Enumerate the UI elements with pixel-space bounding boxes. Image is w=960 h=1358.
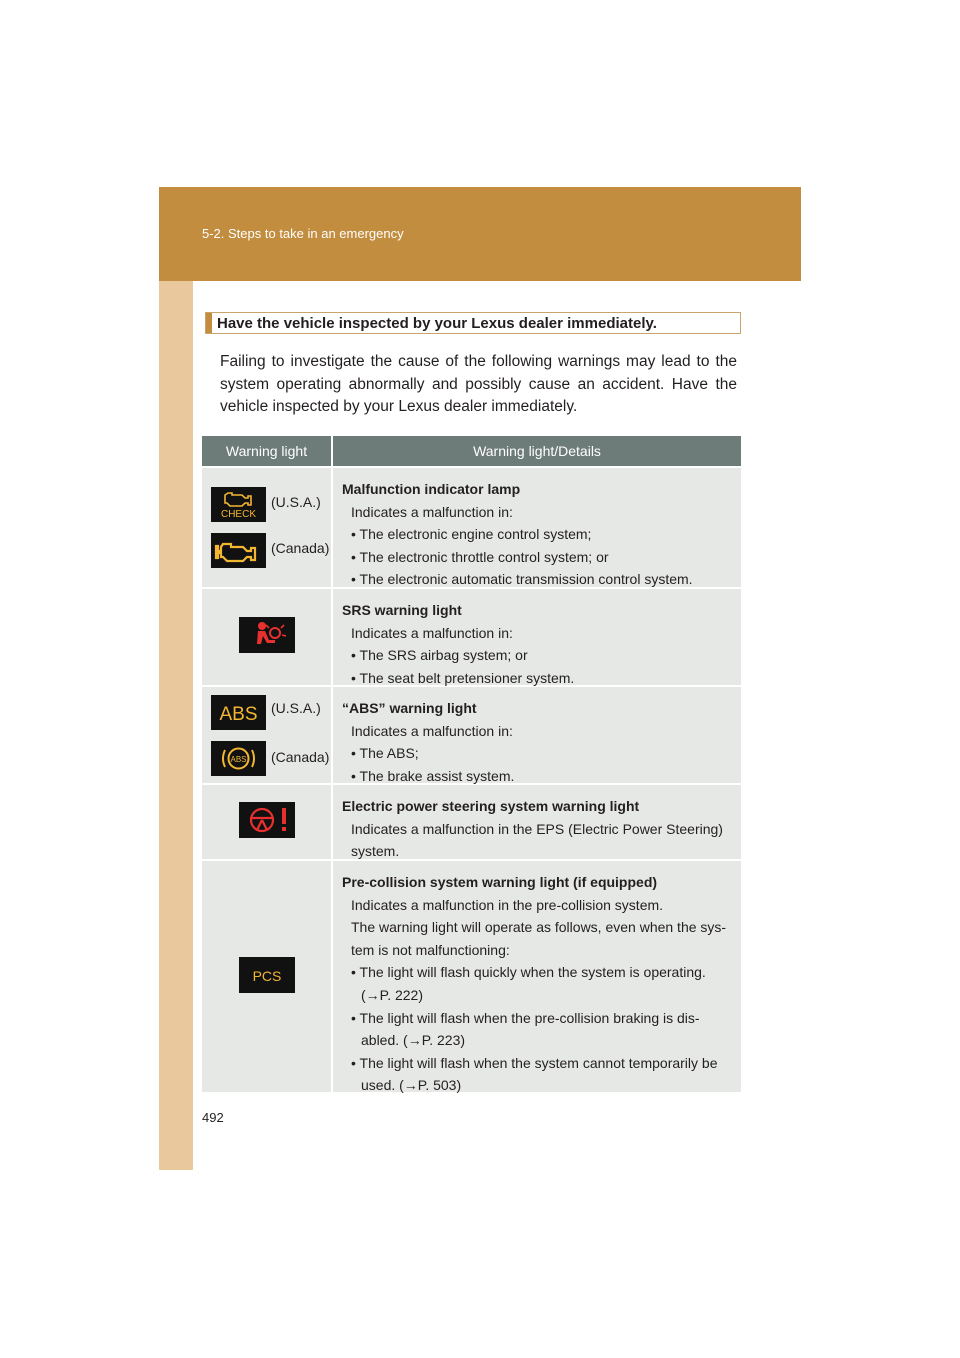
caption-canada: (Canada)	[271, 749, 330, 765]
detail-line: Indicates a malfunction in the pre-collision system.	[351, 896, 664, 913]
detail-intro: Indicates a malfunction in:	[351, 624, 513, 641]
detail-line: tem is not malfunctioning:	[351, 941, 510, 958]
detail-bullet: • The light will flash quickly when the system is operating.	[351, 964, 706, 981]
heading-text: Have the vehicle inspected by your Lexus dealer immediately.	[217, 315, 657, 332]
abs-small-text: ABS	[230, 755, 247, 764]
detail-title: “ABS” warning light	[342, 700, 477, 716]
detail-bullet: • The seat belt pretensioner system.	[351, 669, 575, 686]
detail-intro: Indicates a malfunction in:	[351, 722, 513, 739]
caption-canada: (Canada)	[271, 540, 330, 556]
detail-line: system.	[351, 843, 400, 860]
icon-cell	[202, 785, 331, 859]
detail-line: Indicates a malfunction in the EPS (Electric Power Steering)	[351, 820, 723, 837]
details-cell	[342, 468, 741, 591]
warning-table	[202, 436, 741, 1092]
heading-accent-bar	[206, 313, 212, 333]
srs-airbag-icon	[239, 617, 295, 653]
table-row	[202, 589, 741, 685]
pcs-icon-text: PCS	[252, 968, 282, 984]
detail-intro: Indicates a malfunction in:	[351, 503, 513, 520]
section-heading	[205, 312, 741, 334]
detail-bullet: • The light will flash when the pre-collision braking is dis-	[351, 1009, 700, 1026]
abs-text-icon	[211, 695, 266, 730]
detail-title: Pre-collision system warning light (if equipped)	[342, 874, 658, 890]
detail-bullet: • The ABS;	[351, 745, 419, 762]
detail-bullet: • The light will flash when the system cannot temporarily be	[351, 1054, 718, 1071]
detail-bullet: • The brake assist system.	[351, 767, 515, 784]
details-cell	[342, 687, 741, 787]
check-engine-icon	[211, 487, 266, 522]
detail-bullet-cont: used. (→P. 503)	[361, 1077, 462, 1094]
icon-cell	[202, 861, 331, 1092]
icon-cell	[202, 589, 331, 685]
column-separator	[331, 468, 333, 587]
detail-bullet: • The SRS airbag system; or	[351, 647, 528, 664]
abs-circle-icon	[211, 741, 266, 776]
icon-cell	[202, 687, 331, 783]
column-separator	[331, 589, 333, 685]
detail-bullet: • The electronic engine control system;	[351, 526, 592, 543]
detail-bullet: • The electronic throttle control system; or	[351, 548, 609, 565]
caption-usa: (U.S.A.)	[271, 494, 321, 510]
details-cell	[342, 589, 741, 689]
column-separator	[331, 861, 333, 1092]
page-number: 492	[202, 1110, 224, 1125]
abs-icon-text: ABS	[219, 704, 258, 725]
side-band	[159, 281, 193, 1170]
intro-paragraph: Failing to investigate the cause of the following warnings may lead to the system operating abnormally and possibly cause an accident. Have the vehicle inspected by your Lexus dealer immediately.	[220, 353, 737, 415]
section-label: 5-2. Steps to take in an emergency	[202, 226, 404, 241]
eps-steering-icon	[239, 802, 295, 838]
pcs-text-icon	[239, 957, 295, 993]
detail-bullet: • The electronic automatic transmission control system.	[351, 571, 693, 588]
column-separator	[331, 687, 333, 783]
column-separator	[331, 785, 333, 859]
table-row	[202, 785, 741, 859]
detail-line: The warning light will operate as follows, even when the sys-	[351, 919, 727, 936]
details-cell	[342, 785, 741, 863]
header-details: Warning light/Details	[473, 443, 601, 459]
table-row	[202, 687, 741, 783]
caption-usa: (U.S.A.)	[271, 700, 321, 716]
detail-title: Malfunction indicator lamp	[342, 481, 521, 497]
details-cell	[342, 861, 741, 1097]
engine-icon	[211, 533, 266, 568]
detail-bullet-cont: abled. (→P. 223)	[361, 1032, 466, 1049]
detail-bullet-cont: (→P. 222)	[361, 986, 423, 1003]
detail-title: SRS warning light	[342, 602, 462, 618]
table-row	[202, 861, 741, 1092]
table-row	[202, 468, 741, 587]
header-warning-light: Warning light	[225, 443, 308, 459]
table-header	[202, 436, 741, 466]
icon-cell	[202, 468, 331, 587]
detail-title: Electric power steering system warning light	[342, 798, 640, 814]
check-icon-text: CHECK	[220, 509, 257, 520]
